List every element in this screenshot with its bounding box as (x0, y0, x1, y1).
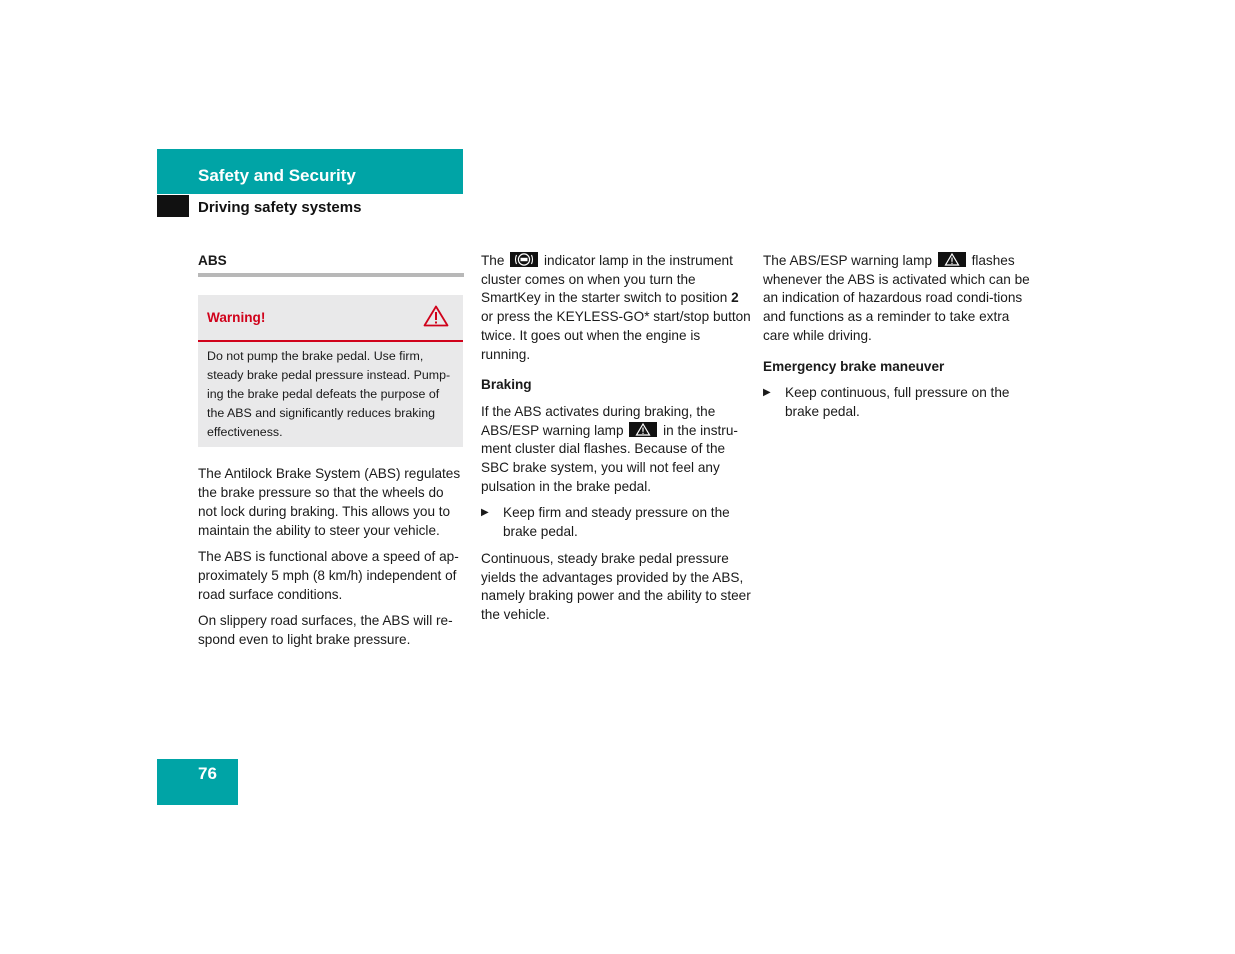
section-title: Driving safety systems (198, 199, 362, 216)
continuous-paragraph: Continuous, steady brake pedal pressure yields the advantages provided by the ABS, namely braking power and the ability to steer the vehicle. (481, 550, 751, 622)
esp-paragraph: The ABS/ESP warning lamp flashes whenever the ABS is activated which can be an indication of hazardous road condi-tions and functions as a reminder to take extra care while driving. (763, 253, 1030, 343)
warning-box (198, 295, 463, 448)
abs-paragraph-2: The ABS is functional above a speed of ap-proximately 5 mph (8 km/h) independent of road surface conditions. (198, 549, 459, 602)
abs-heading: ABS (198, 253, 227, 268)
page-number: 76 (198, 764, 217, 783)
warning-triangle-icon (423, 305, 449, 333)
column-1 (198, 252, 464, 658)
abs-lamp-icon (510, 252, 538, 267)
emergency-heading: Emergency brake maneuver (763, 358, 945, 374)
warning-lamp-icon (938, 252, 966, 267)
column-2 (481, 252, 751, 633)
chapter-title: Safety and Security (198, 166, 356, 185)
heading-rule (198, 273, 464, 277)
bullet-arrow-icon: ▶ (763, 387, 771, 399)
abs-paragraph-3: On slippery road surfaces, the ABS will re-spond even to light brake pressure. (198, 613, 453, 648)
abs-paragraph-1: The Antilock Brake System (ABS) regulates the brake pressure so that the wheels do not lock during braking. This allows you to maintain the ability to steer your vehicle. (198, 466, 461, 538)
warning-lamp-icon (629, 422, 657, 437)
list-item: ▶ Keep continuous, full pressure on the brake pedal. (763, 384, 1033, 421)
warning-title: Warning! (207, 310, 266, 326)
braking-heading: Braking (481, 377, 532, 393)
warning-body: Do not pump the brake pedal. Use firm, steady brake pedal pressure instead. Pump-ing the brake pedal defeats the purpose of the ABS and significantly reduces braking effectiveness. (207, 349, 451, 439)
braking-paragraph: If the ABS activates during braking, the ABS/ESP warning lamp in the instru-ment cluster dial flashes. Because of the SBC brake system, you will not feel any pulsation in the brake pedal. (481, 403, 738, 494)
section-marker (157, 195, 189, 217)
column-3 (763, 252, 1033, 430)
list-item: ▶ Keep firm and steady pressure on the brake pedal. (481, 504, 751, 541)
indicator-paragraph: The indicator lamp in the instrument cluster comes on when you turn the SmartKey in the starter switch to position 2 or press the KEYLESS-GO* start/stop button twice. It goes out when the engine is running. (481, 253, 751, 362)
bullet-arrow-icon: ▶ (481, 507, 489, 519)
